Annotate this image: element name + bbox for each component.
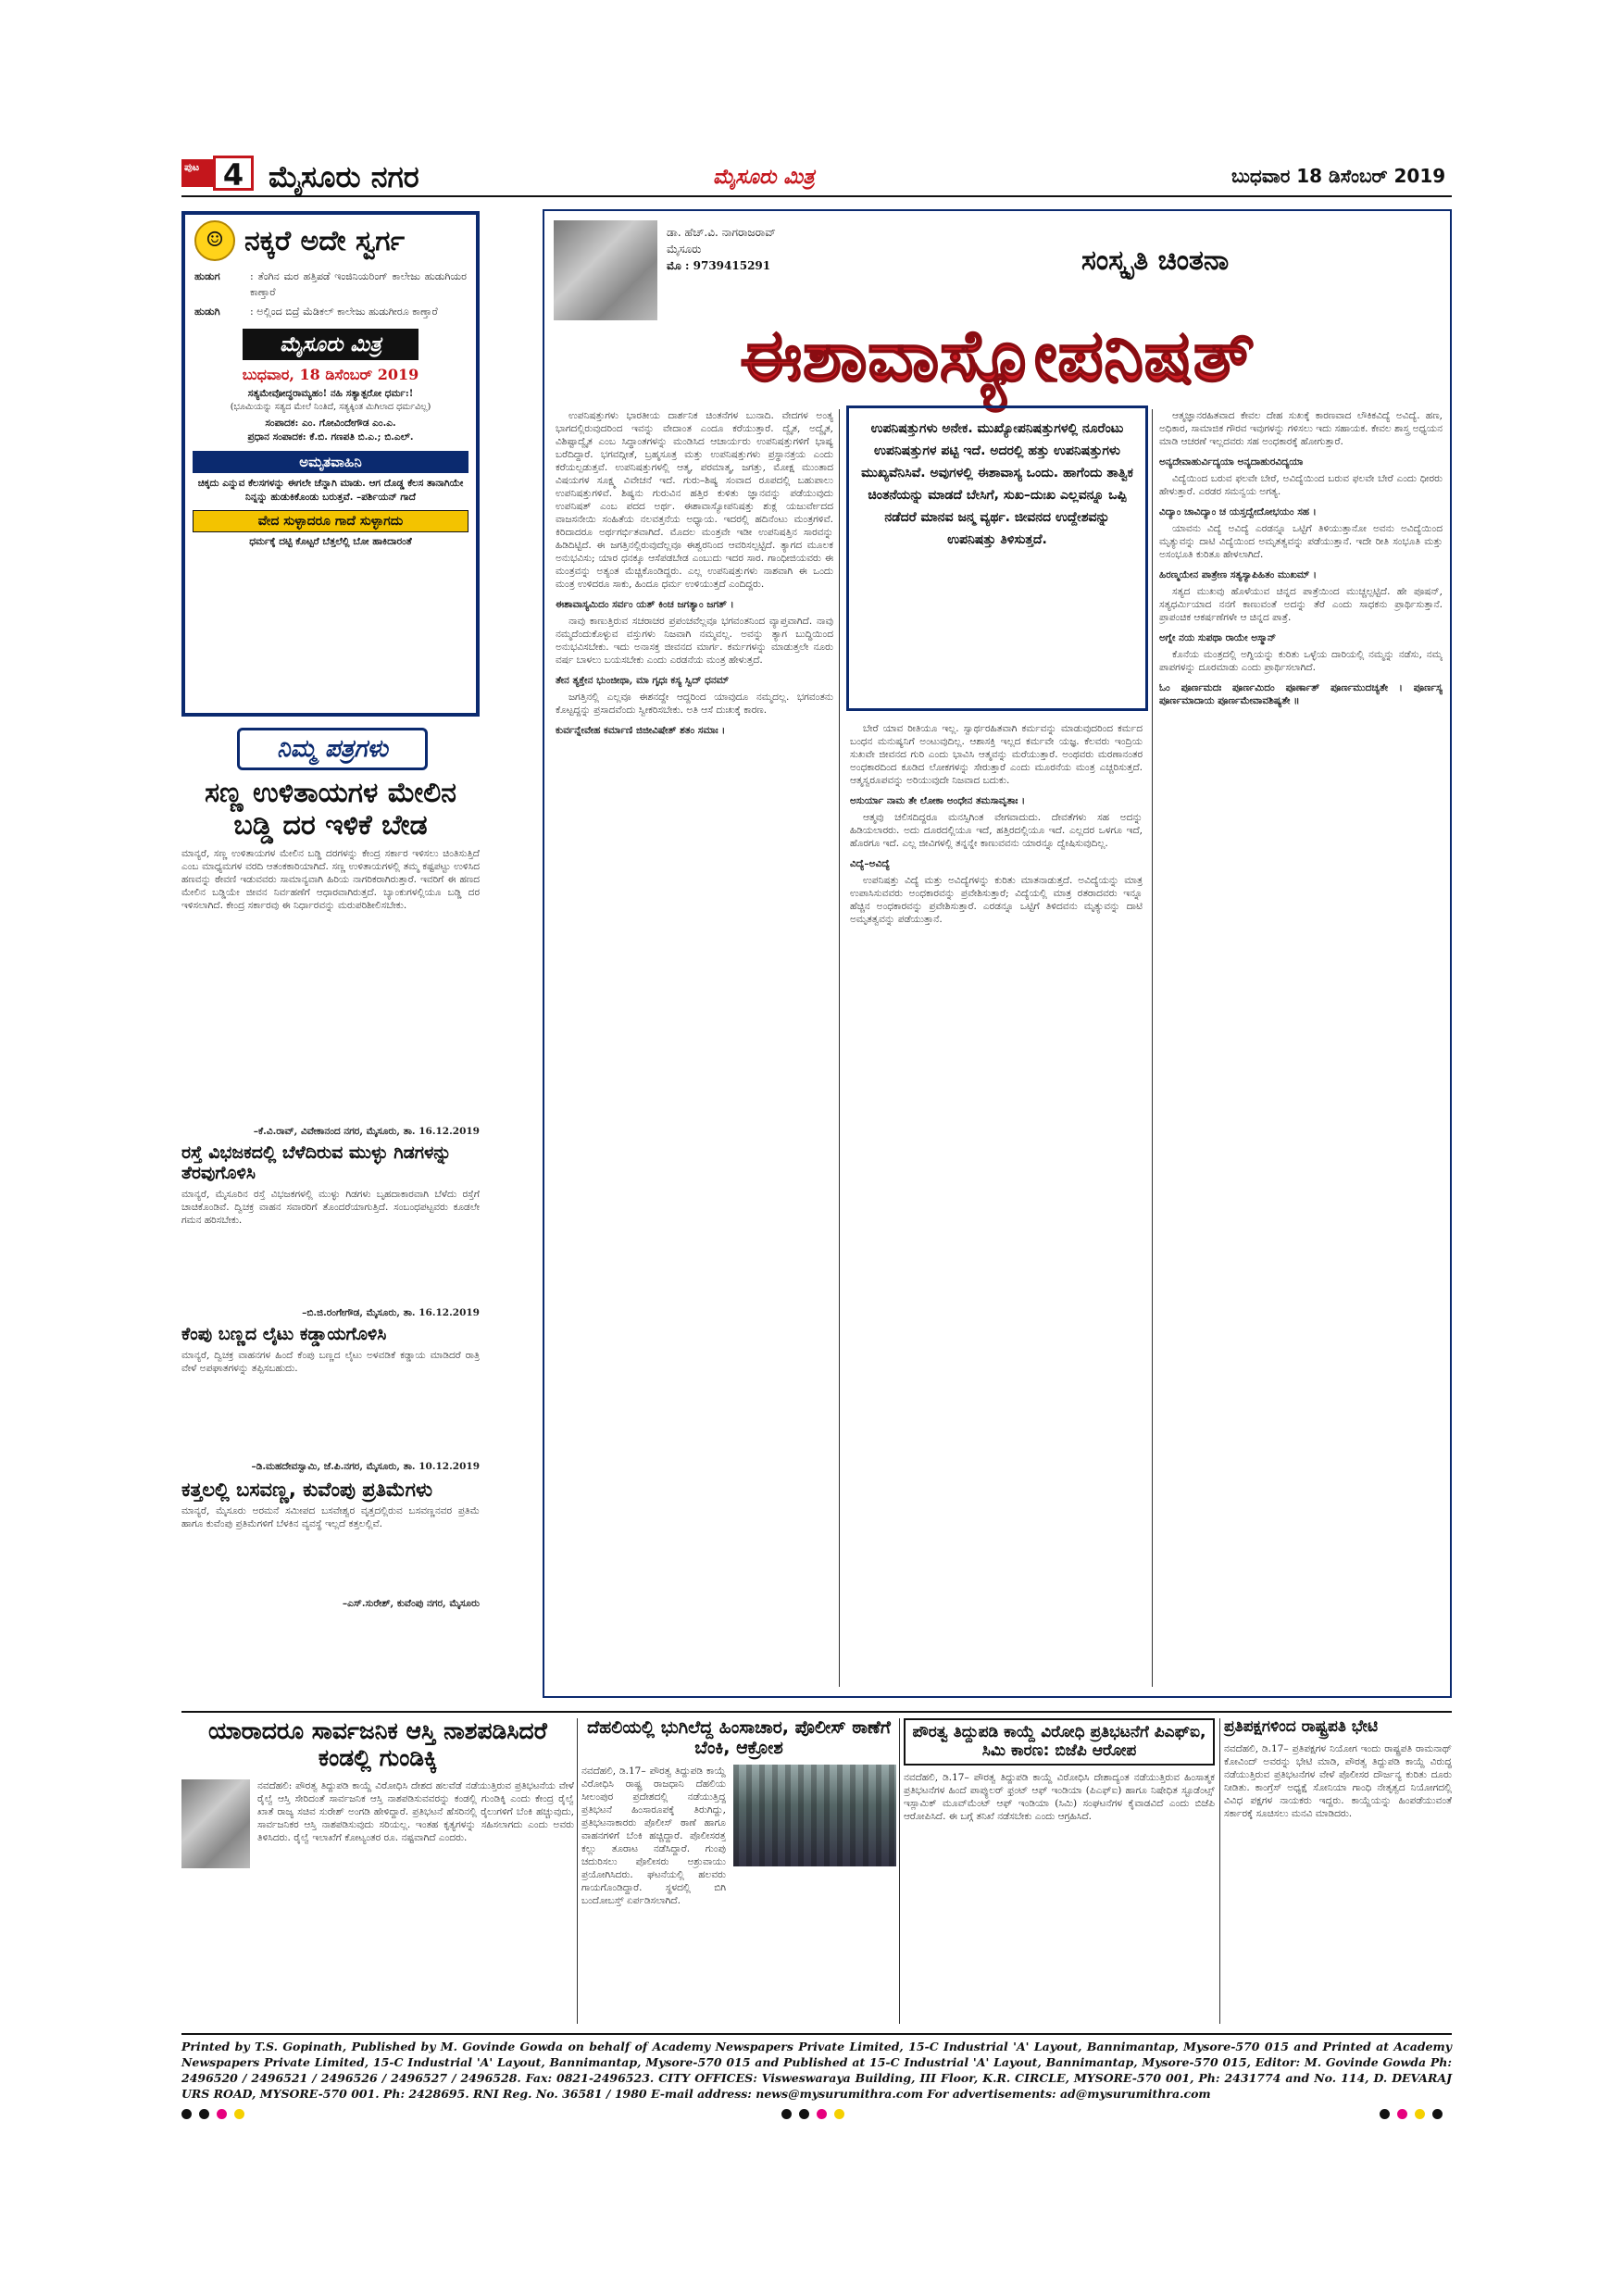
imprint-rule — [181, 2033, 1452, 2035]
letter4-body: ಮಾನ್ಯರೆ, ಮೈಸೂರು ಅರಮನೆ ಸಮೀಪದ ಬಸವೇಶ್ವರ ವೃತ್ತದಲ್ಲಿರುವ ಬಸವಣ್ಣನವರ ಪ್ರತಿಮೆ ಹಾಗೂ ಕುವೆಂಪು ಪ್ರತಿಮೆಗಳಿಗೆ ಬೆಳಕಿನ ವ್ಯವಸ್ಥೆ ಇಲ್ಲದೆ ಕತ್ತಲಲ್ಲಿವೆ. — [181, 1504, 480, 1529]
letter4-headline: ಕತ್ತಲಲ್ಲಿ ಬಸವಣ್ಣ, ಕುವೆಂಪು ಪ್ರತಿಮೆಗಳು — [181, 1478, 433, 1501]
story1-photo — [181, 1779, 250, 1868]
col2-para2: ಆತ್ಮವು ಚಲಿಸದಿದ್ದರೂ ಮನಸ್ಸಿಗಿಂತ ವೇಗವಾದುದು. ದೇವತೆಗಳು ಸಹ ಅದನ್ನು ಹಿಡಿಯಲಾರರು. ಅದು ದೂರದಲ್ಲಿಯೂ ಇದೆ, ಹತ್ತಿರದಲ್ಲಿಯೂ ಇದೆ. ಎಲ್ಲದರ ಒಳಗೂ ಇದೆ, ಹೊರಗೂ ಇದೆ. ಎಲ್ಲ ಜೀವಿಗಳಲ್ಲಿ ತನ್ನನ್ನೇ ಕಾಣುವವನು ಯಾರನ್ನೂ ದ್ವೇಷಿಸುವುದಿಲ್ಲ. — [850, 812, 1143, 849]
masthead-date: ಬುಧವಾರ, 18 ಡಿಸೆಂಬರ್ 2019 — [242, 366, 419, 383]
column-article — [543, 209, 1452, 1698]
col1-sub3: ಕುರ್ವನ್ನೇವೇಹ ಕರ್ಮಾಣಿ ಜಿಜೀವಿಷೇತ್ ಶತಂ ಸಮಾಃ । — [556, 725, 726, 736]
humor-title-row — [185, 215, 476, 267]
story4-body: ನವದೆಹಲಿ, ಡಿ.17– ಪ್ರತಿಪಕ್ಷಗಳ ನಿಯೋಗ ಇಂದು ರಾಷ್ಟ್ರಪತಿ ರಾಮನಾಥ್ ಕೋವಿಂದ್ ಅವರನ್ನು ಭೇಟಿ ಮಾಡಿ, ಪೌರತ್ವ ತಿದ್ದುಪಡಿ ಕಾಯ್ದೆ ವಿರುದ್ಧ ನಡೆಯುತ್ತಿರುವ ಪ್ರತಿಭಟನೆಗಳ ವೇಳೆ ಪೊಲೀಸರ ದೌರ್ಜನ್ಯ ಕುರಿತು ದೂರು ನೀಡಿತು. ಕಾಂಗ್ರೆಸ್ ಅಧ್ಯಕ್ಷೆ ಸೋನಿಯಾ ಗಾಂಧಿ ನೇತೃತ್ವದ ನಿಯೋಗದಲ್ಲಿ ವಿವಿಧ ಪಕ್ಷಗಳ ನಾಯಕರು ಇದ್ದರು. ಕಾಯ್ದೆಯನ್ನು ಹಿಂಪಡೆಯುವಂತೆ ಸರ್ಕಾರಕ್ಕೆ ಸೂಚಿಸಲು ಮನವಿ ಮಾಡಿದರು. — [1224, 1742, 1452, 1819]
humor-row2-label: ಹುಡುಗಿ — [194, 306, 220, 318]
column-rule-1 — [839, 409, 840, 1687]
humor-row1-label: ಹುಡುಗ — [194, 270, 220, 282]
col1-para2: ನಾವು ಕಾಣುತ್ತಿರುವ ಸಚರಾಚರ ಪ್ರಪಂಚವೆಲ್ಲವೂ ಭಗವಂತನಿಂದ ವ್ಯಾಪ್ತವಾಗಿದೆ. ನಾವು ನಮ್ಮದೆಂದುಕೊಳ್ಳುವ ವಸ್ತುಗಳು ನಿಜವಾಗಿ ನಮ್ಮವಲ್ಲ. ಅವನ್ನು ತ್ಯಾಗ ಬುದ್ಧಿಯಿಂದ ಅನುಭವಿಸಬೇಕು. ಇದು ಅನಾಸಕ್ತ ಜೀವನದ ಮಾರ್ಗ. ಕರ್ಮಗಳನ್ನು ಮಾಡುತ್ತಲೇ ನೂರು ವರ್ಷ ಬಾಳಲು ಬಯಸಬೇಕು ಎಂದು ಎರಡನೆಯ ಮಂತ್ರ ಹೇಳುತ್ತದೆ. — [556, 616, 833, 666]
col2-para1: ಬೇರೆ ಯಾವ ರೀತಿಯೂ ಇಲ್ಲ. ಸ್ವಾರ್ಥರಹಿತವಾಗಿ ಕರ್ಮವನ್ನು ಮಾಡುವುದರಿಂದ ಕರ್ಮದ ಬಂಧನ ಮನುಷ್ಯನಿಗೆ ಅಂಟುವುದಿಲ್ಲ. ಆಶಾಸಕ್ತಿ ಇಲ್ಲದ ಕರ್ಮವೇ ಯಜ್ಞ. ಕೆಲವರು ಇಂದ್ರಿಯ ಸುಖವೇ ಜೀವನದ ಗುರಿ ಎಂದು ಭಾವಿಸಿ ಆತ್ಮವನ್ನು ಮರೆಯುತ್ತಾರೆ. ಅಂಥವರು ಮರಣಾನಂತರ ಅಂಧಕಾರದಿಂದ ಕೂಡಿದ ಲೋಕಗಳನ್ನು ಸೇರುತ್ತಾರೆ ಎಂದು ಮೂರನೆಯ ಮಂತ್ರ ಎಚ್ಚರಿಸುತ್ತದೆ. ಆತ್ಮಸ್ವರೂಪವನ್ನು ಅರಿಯುವುದೇ ನಿಜವಾದ ಬದುಕು. — [850, 723, 1143, 786]
col3-end: ಓಂ ಪೂರ್ಣಮದಃ ಪೂರ್ಣಮಿದಂ ಪೂರ್ಣಾತ್ ಪೂರ್ಣಮುದಚ್ಯತೇ । ಪೂರ್ಣಸ್ಯ ಪೂರ್ಣಮಾದಾಯ ಪೂರ್ಣಮೇವಾವಶಿಷ್ಯತೇ ॥ — [1159, 682, 1443, 706]
author-name: ಡಾ. ಹೆಚ್.ವಿ. ನಾಗರಾಜರಾವ್ — [667, 226, 776, 239]
motto-1: ಸತ್ಯಮೇವೋದ್ಧರಾಮ್ಯಹಂ! ನಹಿ ಸತ್ಯಾತ್ಪರೋ ಧರ್ಮ:! — [247, 388, 414, 399]
humor-box — [181, 211, 480, 717]
author-phone: ಮೊ : 9739415291 — [667, 259, 771, 272]
story2-body: ನವದೆಹಲಿ, ಡಿ.17– ಪೌರತ್ವ ತಿದ್ದುಪಡಿ ಕಾಯ್ದೆ ವಿರೋಧಿಸಿ ರಾಷ್ಟ್ರ ರಾಜಧಾನಿ ದೆಹಲಿಯ ಸೀಲಂಪುರ ಪ್ರದೇಶದಲ್ಲಿ ನಡೆಯುತ್ತಿದ್ದ ಪ್ರತಿಭಟನೆ ಹಿಂಸಾರೂಪಕ್ಕೆ ತಿರುಗಿದ್ದು, ಪ್ರತಿಭಟನಾಕಾರರು ಪೊಲೀಸ್ ಠಾಣೆ ಹಾಗೂ ವಾಹನಗಳಿಗೆ ಬೆಂಕಿ ಹಚ್ಚಿದ್ದಾರೆ. ಪೊಲೀಸರತ್ತ ಕಲ್ಲು ತೂರಾಟ ನಡೆಸಿದ್ದಾರೆ. ಗುಂಪು ಚದುರಿಸಲು ಪೊಲೀಸರು ಅಶ್ರುವಾಯು ಪ್ರಯೋಗಿಸಿದರು. ಘಟನೆಯಲ್ಲಿ ಹಲವರು ಗಾಯಗೊಂಡಿದ್ದಾರೆ. ಸ್ಥಳದಲ್ಲಿ ಬಿಗಿ ಬಂದೋಬಸ್ತ್ ಏರ್ಪಡಿಸಲಾಗಿದೆ. — [581, 1765, 726, 1906]
page-number: 4 — [213, 156, 254, 191]
humor-title: ನಕ್ಕರೆ ಅದೇ ಸ್ವರ್ಗ — [244, 224, 406, 257]
registration-dots-left — [181, 2105, 252, 2123]
bottom-rule-3 — [1219, 1718, 1220, 2024]
header-rule — [181, 195, 1452, 197]
bottom-top-rule — [181, 1711, 1452, 1713]
motto-2: (ಭೂಮಿಯನ್ನು ಸತ್ಯದ ಮೇಲೆ ನಿಂತಿದೆ, ಸತ್ಯಕ್ಕಿಂತ ಮಿಗಿಲಾದ ಧರ್ಮವಿಲ್ಲ) — [230, 402, 431, 412]
col3-para5: ಕೊನೆಯ ಮಂತ್ರದಲ್ಲಿ ಅಗ್ನಿಯನ್ನು ಕುರಿತು ಒಳ್ಳೆಯ ದಾರಿಯಲ್ಲಿ ನಮ್ಮನ್ನು ನಡೆಸು, ನಮ್ಮ ಪಾಪಗಳನ್ನು ದೂರಮಾಡು ಎಂದು ಪ್ರಾರ್ಥಿಸಲಾಗಿದೆ. — [1159, 649, 1443, 673]
story1-body: ನವದೆಹಲಿ: ಪೌರತ್ವ ತಿದ್ದುಪಡಿ ಕಾಯ್ದೆ ವಿರೋಧಿಸಿ ದೇಶದ ಹಲವೆಡೆ ನಡೆಯುತ್ತಿರುವ ಪ್ರತಿಭಟನೆಯ ವೇಳೆ ರೈಲ್ವೆ ಆಸ್ತಿ ಸೇರಿದಂತೆ ಸಾರ್ವಜನಿಕ ಆಸ್ತಿ ನಾಶಪಡಿಸುವವರನ್ನು ಕಂಡಲ್ಲಿ ಗುಂಡಿಕ್ಕಿ ಎಂದು ಕೇಂದ್ರ ರೈಲ್ವೆ ಖಾತೆ ರಾಜ್ಯ ಸಚಿವ ಸುರೇಶ್ ಅಂಗಡಿ ಹೇಳಿದ್ದಾರೆ. ಪ್ರತಿಭಟನೆ ಹೆಸರಿನಲ್ಲಿ ರೈಲುಗಳಿಗೆ ಬೆಂಕಿ ಹಚ್ಚುವುದು, ಸಾರ್ವಜನಿಕರ ಆಸ್ತಿ ನಾಶಪಡಿಸುವುದು ಸರಿಯಲ್ಲ. ಇಂತಹ ಕೃತ್ಯಗಳನ್ನು ಸಹಿಸಲಾಗದು ಎಂದು ಅವರು ತಿಳಿಸಿದರು. ರೈಲ್ವೆ ಇಲಾಖೆಗೆ ಕೋಟ್ಯಂತರ ರೂ. ನಷ್ಟವಾಗಿದೆ ಎಂದರು. — [257, 1779, 574, 1843]
letter1-body: ಮಾನ್ಯರೆ, ಸಣ್ಣ ಉಳಿತಾಯಗಳ ಮೇಲಿನ ಬಡ್ಡಿ ದರಗಳನ್ನು ಕೇಂದ್ರ ಸರ್ಕಾರ ಇಳಿಸಲು ಚಿಂತಿಸುತ್ತಿದೆ ಎಂಬ ಮಾಧ್ಯಮಗಳ ವರದಿ ಆತಂಕಕಾರಿಯಾಗಿದೆ. ಸಣ್ಣ ಉಳಿತಾಯಗಳಲ್ಲಿ ತಮ್ಮ ಕಷ್ಟಪಟ್ಟು ಉಳಿಸಿದ ಹಣವನ್ನು ಠೇವಣಿ ಇಡುವವರು ಸಾಮಾನ್ಯವಾಗಿ ಹಿರಿಯ ನಾಗರಿಕರಾಗಿರುತ್ತಾರೆ. ಇವರಿಗೆ ಈ ಹಣದ ಮೇಲಿನ ಬಡ್ಡಿಯೇ ಜೀವನ ನಿರ್ವಹಣೆಗೆ ಆಧಾರವಾಗಿರುತ್ತದೆ. ಬ್ಯಾಂಕುಗಳಲ್ಲಿಯೂ ಬಡ್ಡಿ ದರ ಇಳಿಸಲಾಗಿದೆ. ಕೇಂದ್ರ ಸರ್ಕಾರವು ಈ ನಿರ್ಧಾರವನ್ನು ಮರುಪರಿಶೀಲಿಸಬೇಕು. — [181, 848, 480, 911]
article-title: ಈಶಾವಾಸ್ಯೋಪನಿಷತ್ — [739, 315, 1255, 398]
letter3-headline: ಕೆಂಪು ಬಣ್ಣದ ಲೈಟು ಕಡ್ಡಾಯಗೊಳಿಸಿ — [181, 1323, 387, 1344]
story3-body: ನವದೆಹಲಿ, ಡಿ.17– ಪೌರತ್ವ ತಿದ್ದುಪಡಿ ಕಾಯ್ದೆ ವಿರೋಧಿಸಿ ದೇಶಾದ್ಯಂತ ನಡೆಯುತ್ತಿರುವ ಹಿಂಸಾತ್ಮಕ ಪ್ರತಿಭಟನೆಗಳ ಹಿಂದೆ ಪಾಪ್ಯುಲರ್ ಫ್ರಂಟ್ ಆಫ್ ಇಂಡಿಯಾ (ಪಿಎಫ್ಐ) ಹಾಗೂ ನಿಷೇಧಿತ ಸ್ಟೂಡೆಂಟ್ಸ್ ಇಸ್ಲಾಮಿಕ್ ಮೂವ್‌ಮೆಂಟ್ ಆಫ್ ಇಂಡಿಯಾ (ಸಿಮಿ) ಸಂಘಟನೆಗಳ ಕೈವಾಡವಿದೆ ಎಂದು ಬಿಜೆಪಿ ಆರೋಪಿಸಿದೆ. ಈ ಬಗ್ಗೆ ತನಿಖೆ ನಡೆಸಬೇಕು ಎಂದು ಆಗ್ರಹಿಸಿದೆ. — [904, 1772, 1215, 1823]
letter1-headline: ಸಣ್ಣ ಉಳಿತಾಯಗಳ ಮೇಲಿನ ಬಡ್ಡಿ ದರ ಇಳಿಕೆ ಬೇಡ — [205, 777, 456, 842]
letters-banner — [237, 728, 428, 770]
page-label: ಪುಟ — [184, 161, 200, 173]
column-rule-2 — [1152, 409, 1153, 1687]
amruta-title: ಅಮೃತವಾಹಿನಿ — [193, 451, 468, 473]
letters-banner-text: ನಿಮ್ಮ ಪತ್ರಗಳು — [277, 735, 388, 763]
registration-dots-center — [781, 2105, 852, 2123]
letter2-sign: –ಬಿ.ಜಿ.ರಂಗೇಗೌಡ, ಮೈಸೂರು, ತಾ. 16.12.2019 — [302, 1306, 480, 1318]
story3-headline: ಪೌರತ್ವ ತಿದ್ದುಪಡಿ ಕಾಯ್ದೆ ವಿರೋಧಿ ಪ್ರತಿಭಟನೆಗೆ ಪಿಎಫ್ಐ, ಸಿಮಿ ಕಾರಣ: ಬಿಜೆಪಿ ಆರೋಪ — [912, 1723, 1206, 1760]
story2-headline: ದೆಹಲಿಯಲ್ಲಿ ಭುಗಿಲೆದ್ದ ಹಿಂಸಾಚಾರ, ಪೊಲೀಸ್ ಠಾಣೆಗೆ ಬೆಂಕಿ, ಆಕ್ರೋಶ — [587, 1717, 891, 1758]
masthead-logo: ಮೈಸೂರು ಮಿತ್ರ — [243, 329, 418, 360]
pull-quote — [846, 406, 1148, 711]
story-1 — [181, 1718, 574, 2028]
col3-para1: ಆತ್ಮಜ್ಞಾನರಹಿತವಾದ ಕೇವಲ ದೇಹ ಸುಖಕ್ಕೆ ಕಾರಣವಾದ ಲೌಕಿಕವಿದ್ಯೆ ಅವಿದ್ಯೆ. ಹಣ, ಅಧಿಕಾರ, ಸಾಮಾಜಿಕ ಗೌರವ ಇವುಗಳನ್ನು ಗಳಿಸಲು ಇದು ಸಹಾಯಕ. ಕೇವಲ ಶಾಸ್ತ್ರ ಅಧ್ಯಯನ ಮಾಡಿ ಆಚರಣೆ ಇಲ್ಲದವರು ಸಹ ಅಂಧಕಾರಕ್ಕೆ ಹೋಗುತ್ತಾರೆ. — [1159, 410, 1443, 447]
section-title: ಮೈಸೂರು ನಗರ — [269, 159, 419, 194]
humor-row1-text: : ತೆಂಗಿನ ಮರ ಹತ್ತಿಪಡೆ ಇಂಜಿನಿಯರಿಂಗ್ ಕಾಲೇಜು ಹುಡುಗಿಯರ ಕಾಣ್ತಾರೆ — [250, 270, 467, 298]
imprint-text: Printed by T.S. Gopinath, Published by M. Govinde Gowda on behalf of Academy Newspapers Private Limited, 15-C Industrial 'A' Layout, Bannimantap, Mysore-570 015 and Printed at Academy Newspapers Private Limited, 15-C Industrial 'A' Layout, Bannimantap, Mysore-570 015 and Published at 15-C Industrial 'A' Layout, Bannimantap, Mysore-570 015, Editor: M. Govinde Gowda Ph: 2496520 / 2496521 / 2496526 / 2496527 / 2496528. Fax: 0821-2496523. CITY OFFICES: Visweswaraya Building, III Floor, K.R. CIRCLE, MYSORE-570 001, Ph: 2431774 and No. 114, D. DEVARAJ URS ROAD, MYSORE-570 001. Ph: 2428695. RNI Reg. No. 36581 / 1980 E-mail address: news@mysurumithra.com For advertisements: ad@mysurumithra.com — [181, 2040, 1452, 2101]
story1-headline: ಯಾರಾದರೂ ಸಾರ್ವಜನಿಕ ಆಸ್ತಿ ನಾಶಪಡಿಸಿದರೆ ಕಂಡಲ್ಲಿ ಗುಂಡಿಕ್ಕಿ — [208, 1717, 547, 1771]
pull-quote-text: ಉಪನಿಷತ್ತುಗಳು ಅನೇಕ. ಮುಖ್ಯೋಪನಿಷತ್ತುಗಳಲ್ಲಿ ನೂರೆಂಟು ಉಪನಿಷತ್ತುಗಳ ಪಟ್ಟಿ ಇದೆ. ಅದರಲ್ಲಿ ಹತ್ತು ಉಪನಿಷತ್ತುಗಳು ಮುಖ್ಯವೆನಿಸಿವೆ. ಅವುಗಳಲ್ಲಿ ಈಶಾವಾಸ್ಯ ಒಂದು. ಹಾಗೆಂದು ತಾತ್ವಿಕ ಚಿಂತನೆಯನ್ನು ಮಾಡದೆ ಬೇಸಿಗೆ, ಸುಖ–ದುಃಖ ಎಲ್ಲವನ್ನೂ ಒಪ್ಪಿ ನಡೆದರೆ ಮಾನವ ಜನ್ಮ ವ್ಯರ್ಥ. ಜೀವನದ ಉದ್ದೇಶವನ್ನು ಉಪನಿಷತ್ತು ತಿಳಿಸುತ್ತದೆ. — [861, 421, 1133, 547]
letter2-body: ಮಾನ್ಯರೆ, ಮೈಸೂರಿನ ರಸ್ತೆ ವಿಭಜಕಗಳಲ್ಲಿ ಮುಳ್ಳು ಗಿಡಗಳು ಬೃಹದಾಕಾರವಾಗಿ ಬೆಳೆದು ರಸ್ತೆಗೆ ಚಾಚಿಕೊಂಡಿವೆ. ದ್ವಿಚಕ್ರ ವಾಹನ ಸವಾರರಿಗೆ ತೊಂದರೆಯಾಗುತ್ತಿದೆ. ಸಂಬಂಧಪಟ್ಟವರು ಕೂಡಲೇ ಗಮನ ಹರಿಸಬೇಕು. — [181, 1188, 480, 1226]
letter3-body: ಮಾನ್ಯರೆ, ದ್ವಿಚಕ್ರ ವಾಹನಗಳ ಹಿಂದೆ ಕೆಂಪು ಬಣ್ಣದ ಲೈಟು ಅಳವಡಿಕೆ ಕಡ್ಡಾಯ ಮಾಡಿದರೆ ರಾತ್ರಿ ವೇಳೆ ಅಪಘಾತಗಳನ್ನು ತಪ್ಪಿಸಬಹುದು. — [181, 1349, 480, 1374]
amruta-text: ಚಿಕ್ಕದು ಎನ್ನುವ ಕೆಲಸಗಳನ್ನು ಈಗಲೇ ಚೆನ್ನಾಗಿ ಮಾಡು. ಆಗ ದೊಡ್ಡ ಕೆಲಸ ತಾನಾಗಿಯೇ ನಿನ್ನನ್ನು ಹುಡುಕಿಕೊಂಡು ಬರುತ್ತವೆ. –ಪರ್ಶಿಯನ್ ಗಾದೆ — [197, 478, 464, 503]
col3-sub2: ವಿದ್ಯಾಂ ಚಾವಿದ್ಯಾಂ ಚ ಯಸ್ತದ್ವೇದೋಭಯಂ ಸಹ । — [1159, 506, 1317, 518]
story4-headline: ಪ್ರತಿಪಕ್ಷಗಳಿಂದ ರಾಷ್ಟ್ರಪತಿ ಭೇಟಿ — [1224, 1717, 1379, 1736]
publisher-line: ಪ್ರಧಾನ ಸಂಪಾದಕ: ಕೆ.ಬಿ. ಗಣಪತಿ ಬಿ.ಎ.; ಬಿ.ಎಲ್. — [247, 431, 414, 443]
letter1-sign: –ಕೆ.ವಿ.ರಾವ್, ವಿವೇಕಾನಂದ ನಗರ, ಮೈಸೂರು, ತಾ. 16.12.2019 — [253, 1126, 480, 1137]
col3-para4: ಸತ್ಯದ ಮುಖವು ಹೊಳೆಯುವ ಚಿನ್ನದ ಪಾತ್ರೆಯಿಂದ ಮುಚ್ಚಲ್ಪಟ್ಟಿದೆ. ಹೇ ಪೂಷನ್, ಸತ್ಯಧರ್ಮಿಯಾದ ನನಗೆ ಕಾಣುವಂತೆ ಅದನ್ನು ತೆರೆ ಎಂದು ಸಾಧಕನು ಪ್ರಾರ್ಥಿಸುತ್ತಾನೆ. ಪ್ರಾಪಂಚಿಕ ಆಕರ್ಷಣೆಗಳೇ ಆ ಚಿನ್ನದ ಪಾತ್ರೆ. — [1159, 586, 1443, 623]
col3-sub1: ಅನ್ಯದೇವಾಹುರ್ವಿದ್ಯಯಾ ಅನ್ಯದಾಹುರವಿದ್ಯಯಾ — [1159, 456, 1304, 468]
col1-para1: ಉಪನಿಷತ್ತುಗಳು ಭಾರತೀಯ ದಾರ್ಶನಿಕ ಚಿಂತನೆಗಳ ಬುನಾದಿ. ವೇದಗಳ ಅಂತ್ಯ ಭಾಗದಲ್ಲಿರುವುದರಿಂದ ಇವನ್ನು ವೇದಾಂತ ಎಂದೂ ಕರೆಯುತ್ತಾರೆ. ದ್ವೈತ, ಅದ್ವೈತ, ವಿಶಿಷ್ಟಾದ್ವೈತ ಎಂಬ ಸಿದ್ಧಾಂತಗಳನ್ನು ಮಂಡಿಸಿದ ಆಚಾರ್ಯರು ಉಪನಿಷತ್ತುಗಳಿಗೆ ಭಾಷ್ಯ ಬರೆದಿದ್ದಾರೆ. ಭಗವದ್ಗೀತೆ, ಬ್ರಹ್ಮಸೂತ್ರ ಮತ್ತು ಉಪನಿಷತ್ತುಗಳು ಪ್ರಸ್ಥಾನತ್ರಯ ಎಂದು ಕರೆಯಲ್ಪಡುತ್ತವೆ. ಉಪನಿಷತ್ತುಗಳಲ್ಲಿ ಆತ್ಮ, ಪರಮಾತ್ಮ, ಜಗತ್ತು, ಮೋಕ್ಷ ಮುಂತಾದ ವಿಷಯಗಳ ಸೂಕ್ಷ್ಮ ವಿವೇಚನೆ ಇದೆ. ಗುರು–ಶಿಷ್ಯ ಸಂವಾದ ರೂಪದಲ್ಲಿ ಬಹುಪಾಲು ಉಪನಿಷತ್ತುಗಳಿವೆ. ಶಿಷ್ಯನು ಗುರುವಿನ ಹತ್ತಿರ ಕುಳಿತು ಜ್ಞಾನವನ್ನು ಪಡೆಯುವುದು ಉಪನಿಷತ್ ಎಂಬ ಪದದ ಅರ್ಥ. ಈಶಾವಾಸ್ಯೋಪನಿಷತ್ತು ಶುಕ್ಲ ಯಜುರ್ವೇದದ ವಾಜಸನೇಯಿ ಸಂಹಿತೆಯ ನಲವತ್ತನೆಯ ಅಧ್ಯಾಯ. ಇದರಲ್ಲಿ ಹದಿನೆಂಟು ಮಂತ್ರಗಳಿವೆ. ಕಿರಿದಾದರೂ ಅರ್ಥಗರ್ಭಿತವಾಗಿದೆ. ಮೊದಲ ಮಂತ್ರವೇ ಇಡೀ ಉಪನಿಷತ್ತಿನ ಸಾರವನ್ನು ಹಿಡಿದಿಟ್ಟಿದೆ. ಈ ಜಗತ್ತಿನಲ್ಲಿರುವುದೆಲ್ಲವೂ ಈಶ್ವರನಿಂದ ಆವರಿಸಲ್ಪಟ್ಟಿದೆ. ತ್ಯಾಗದ ಮೂಲಕ ಅನುಭವಿಸು; ಯಾರ ಧನಕ್ಕೂ ಆಸೆಪಡಬೇಡ ಎಂಬುದು ಇದರ ಸಾರ. ಗಾಂಧೀಜಿಯವರು ಈ ಮಂತ್ರವನ್ನು ಅತ್ಯಂತ ಮೆಚ್ಚಿಕೊಂಡಿದ್ದರು. ಎಲ್ಲ ಉಪನಿಷತ್ತುಗಳು ನಾಶವಾಗಿ ಈ ಒಂದು ಮಂತ್ರ ಉಳಿದರೂ ಸಾಕು, ಹಿಂದೂ ಧರ್ಮ ಉಳಿಯುತ್ತದೆ ಎಂದಿದ್ದರು. — [556, 410, 833, 590]
gaade-text: ಧರ್ಮಕ್ಕೆ ದಟ್ಟಿ ಕೊಟ್ಟರೆ ಬೆತ್ತಲೆಲ್ಲಿ ಬೋ ಹಾಕಿದಾರಂತೆ — [249, 536, 412, 547]
col3-para2: ವಿದ್ಯೆಯಿಂದ ಬರುವ ಫಲವೇ ಬೇರೆ, ಅವಿದ್ಯೆಯಿಂದ ಬರುವ ಫಲವೇ ಬೇರೆ ಎಂದು ಧೀರರು ಹೇಳುತ್ತಾರೆ. ಎರಡರ ಸಮನ್ವಯ ಅಗತ್ಯ. — [1159, 473, 1443, 497]
col3-para3: ಯಾವನು ವಿದ್ಯೆ ಅವಿದ್ಯೆ ಎರಡನ್ನೂ ಒಟ್ಟಿಗೆ ತಿಳಿಯುತ್ತಾನೋ ಅವನು ಅವಿದ್ಯೆಯಿಂದ ಮೃತ್ಯುವನ್ನು ದಾಟಿ ವಿದ್ಯೆಯಿಂದ ಅಮೃತತ್ವವನ್ನು ಪಡೆಯುತ್ತಾನೆ. ಇದೇ ರೀತಿ ಸಂಭೂತಿ ಮತ್ತು ಅಸಂಭೂತಿ ಕುರಿತೂ ಹೇಳಲಾಗಿದೆ. — [1159, 523, 1443, 560]
story-3 — [904, 1718, 1215, 2028]
col3-sub3: ಹಿರಣ್ಮಯೇನ ಪಾತ್ರೇಣ ಸತ್ಯಸ್ಯಾಪಿಹಿತಂ ಮುಖಮ್ । — [1159, 569, 1317, 580]
humor-row2-text: : ಅಲ್ಲಿಂದ ಬಿದ್ರೆ ಮೆಡಿಕಲ್ ಕಾಲೇಜು ಹುಡುಗೀರೂ ಕಾಣ್ತಾರೆ — [250, 306, 438, 318]
col1-para3: ಜಗತ್ತಿನಲ್ಲಿ ಎಲ್ಲವೂ ಈಶನದ್ದೇ ಆದ್ದರಿಂದ ಯಾವುದೂ ನಮ್ಮದಲ್ಲ. ಭಗವಂತನು ಕೊಟ್ಟದ್ದನ್ನು ಪ್ರಸಾದವೆಂದು ಸ್ವೀಕರಿಸಬೇಕು. ಅತಿ ಆಸೆ ದುಃಖಕ್ಕೆ ಕಾರಣ. — [556, 692, 833, 716]
letter2-headline: ರಸ್ತೆ ವಿಭಜಕದಲ್ಲಿ ಬೆಳೆದಿರುವ ಮುಳ್ಳು ಗಿಡಗಳನ್ನು ತೆರವುಗೊಳಿಸಿ — [181, 1142, 452, 1183]
story-4 — [1224, 1718, 1452, 2028]
story3-headline-box — [904, 1718, 1215, 1766]
col3-sub4: ಅಗ್ನೇ ನಯ ಸುಪಥಾ ರಾಯೇ ಅಸ್ಮಾನ್ — [1159, 632, 1277, 643]
registration-dots-right — [1380, 2105, 1450, 2123]
story2-photo — [733, 1765, 896, 1866]
col1-sub1: ಈಶಾವಾಸ್ಯಮಿದಂ ಸರ್ವಂ ಯತ್ ಕಿಂಚ ಜಗತ್ಯಾಂ ಜಗತ್ । — [556, 599, 734, 610]
story-2 — [581, 1718, 896, 2028]
col2-sub2: ವಿದ್ಯೆ–ಅವಿದ್ಯೆ — [850, 858, 891, 869]
author-city: ಮೈಸೂರು — [667, 243, 702, 256]
col2-sub1: ಅಸುರ್ಯಾ ನಾಮ ತೇ ಲೋಕಾ ಅಂಧೇನ ತಮಸಾವೃತಾಃ । — [850, 795, 1026, 806]
col2-para3: ಉಪನಿಷತ್ತು ವಿದ್ಯೆ ಮತ್ತು ಅವಿದ್ಯೆಗಳನ್ನು ಕುರಿತು ಮಾತನಾಡುತ್ತದೆ. ಅವಿದ್ಯೆಯನ್ನು ಮಾತ್ರ ಉಪಾಸಿಸುವವರು ಅಂಧಕಾರವನ್ನು ಪ್ರವೇಶಿಸುತ್ತಾರೆ; ವಿದ್ಯೆಯಲ್ಲಿ ಮಾತ್ರ ರತರಾದವರು ಇನ್ನೂ ಹೆಚ್ಚಿನ ಅಂಧಕಾರವನ್ನು ಪ್ರವೇಶಿಸುತ್ತಾರೆ. ಎರಡನ್ನೂ ಒಟ್ಟಿಗೆ ತಿಳಿದವನು ಮೃತ್ಯುವನ್ನು ದಾಟಿ ಅಮೃತತ್ವವನ್ನು ಪಡೆಯುತ್ತಾನೆ. — [850, 875, 1143, 925]
editor-line: ಸಂಪಾದಕ: ಎಂ. ಗೋವಿಂದೇಗೌಡ ಎಂ.ಎ. — [265, 418, 396, 429]
col1-sub2: ತೇನ ತ್ಯಕ್ತೇನ ಭುಂಜೀಥಾ, ಮಾ ಗೃಧಃ ಕಸ್ಯ ಸ್ವಿದ್ ಧನಮ್ — [556, 675, 730, 686]
series-title: ಸಂಸ್ಕೃತಿ ಚಿಂತನಾ — [1081, 244, 1230, 277]
laughing-face-icon: ☺ — [194, 220, 235, 261]
bottom-rule-2 — [899, 1718, 900, 2024]
letter3-sign: –ಡಿ.ಮಹದೇವಸ್ವಾಮಿ, ಜೆ.ಪಿ.ನಗರ, ಮೈಸೂರು, ತಾ. 10.12.2019 — [251, 1460, 480, 1472]
masthead-small: ಮೈಸೂರು ಮಿತ್ರ — [713, 165, 815, 189]
letter4-sign: –ಎಸ್.ಸುರೇಶ್, ಕುವೆಂಪು ನಗರ, ಮೈಸೂರು — [342, 1597, 480, 1609]
page-label-box — [181, 159, 213, 187]
author-photo — [554, 220, 657, 320]
letters-section — [181, 728, 480, 1702]
bottom-rule-1 — [577, 1718, 578, 2024]
gaade-title: ವೇದ ಸುಳ್ಳಾದರೂ ಗಾದೆ ಸುಳ್ಳಾಗದು — [193, 510, 468, 532]
date-line: ಬುಧವಾರ 18 ಡಿಸೆಂಬರ್ 2019 — [1231, 165, 1446, 187]
